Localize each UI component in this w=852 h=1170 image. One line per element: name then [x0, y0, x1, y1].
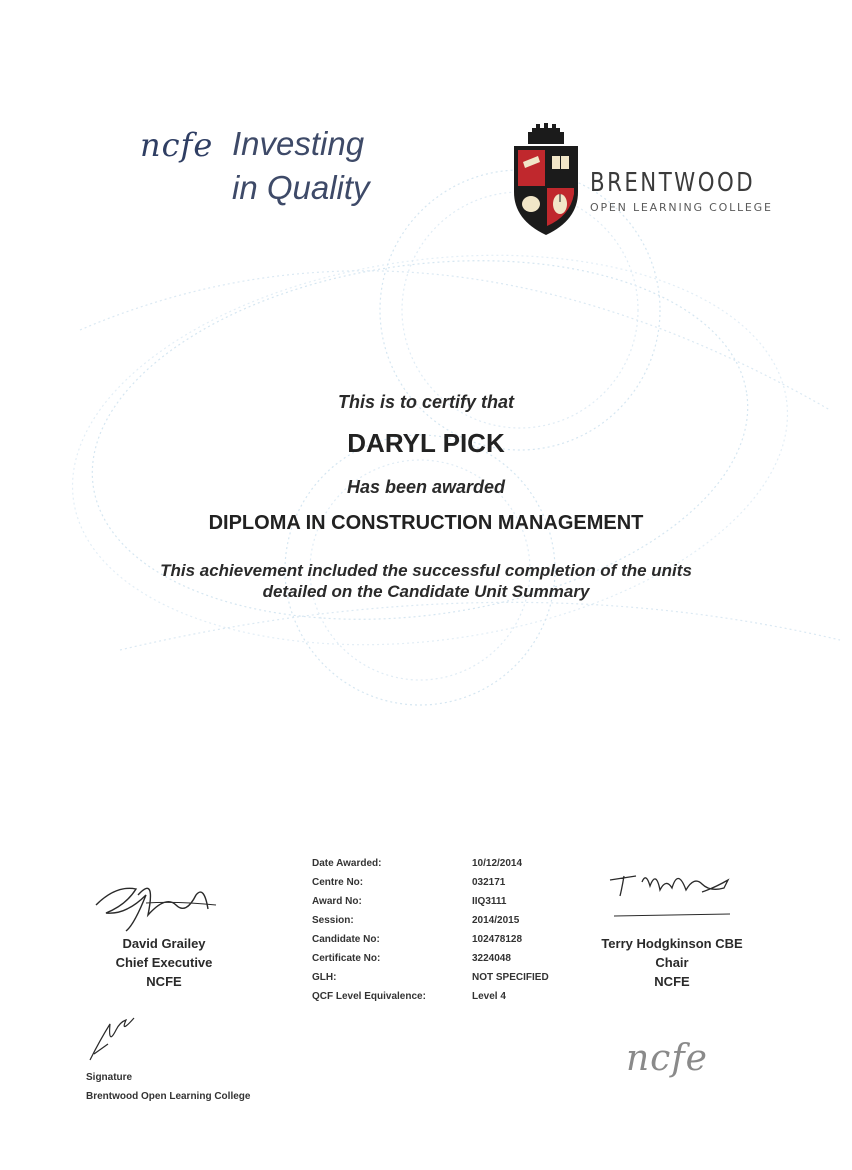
details-row	[312, 858, 572, 877]
left-signatory	[84, 934, 244, 991]
ncfe-tagline	[232, 122, 370, 210]
awarded-text: Has been awarded	[346, 477, 506, 497]
ncfe-tagline-line-1: Investing	[232, 125, 365, 162]
details-label: Date Awarded:	[312, 858, 382, 869]
details-value: 2014/2015	[472, 915, 520, 926]
right-signatory	[592, 934, 752, 991]
left-signatory-org: NCFE	[146, 974, 182, 989]
chief-executive-signature	[86, 865, 226, 935]
details-value: 032171	[472, 877, 506, 888]
ncfe-tagline-line-2: in Quality	[232, 169, 370, 206]
college-signature-label: Signature	[86, 1072, 133, 1083]
right-signatory-name: Terry Hodgkinson CBE	[601, 936, 743, 951]
achievement-line-2: detailed on the Candidate Unit Summary	[262, 582, 590, 601]
award-details	[312, 858, 572, 1010]
details-row	[312, 934, 572, 953]
details-row	[312, 972, 572, 991]
ncfe-mark: ncfe	[140, 126, 214, 164]
brentwood-crest-icon	[510, 122, 582, 237]
chair-signature	[606, 862, 736, 922]
details-row	[312, 953, 572, 972]
details-value: 10/12/2014	[472, 858, 523, 869]
qualification-title: DIPLOMA IN CONSTRUCTION MANAGEMENT	[208, 512, 644, 534]
details-value: IIQ3111	[472, 896, 507, 907]
details-label: Award No:	[312, 896, 362, 907]
details-row	[312, 991, 572, 1010]
ncfe-hologram-logo	[626, 1038, 708, 1079]
certify-intro: This is to certify that	[337, 392, 515, 412]
achievement-line-1: This achievement included the successful completion of the units	[160, 561, 692, 580]
college-signature-caption	[86, 1068, 250, 1106]
details-row	[312, 877, 572, 896]
college-subtitle: OPEN LEARNING COLLEGE	[590, 201, 773, 214]
details-label: Centre No:	[312, 877, 364, 888]
college-name: BRENTWOOD	[590, 168, 756, 198]
details-value: Level 4	[472, 991, 506, 1002]
right-signatory-org: NCFE	[654, 974, 690, 989]
details-label: Session:	[312, 915, 354, 926]
details-label: GLH:	[312, 972, 337, 983]
details-row	[312, 915, 572, 934]
college-signature	[86, 1010, 146, 1064]
details-value: NOT SPECIFIED	[472, 972, 549, 983]
details-label: Certificate No:	[312, 953, 381, 964]
details-value: 102478128	[472, 934, 523, 945]
details-value: 3224048	[472, 953, 511, 964]
left-signatory-title: Chief Executive	[115, 955, 213, 970]
ncfe-hologram-text: ncfe	[626, 1038, 708, 1079]
recipient-name: DARYL PICK	[347, 428, 505, 458]
details-label: Candidate No:	[312, 934, 380, 945]
achievement-statement	[0, 560, 852, 602]
details-row	[312, 896, 572, 915]
right-signatory-title: Chair	[655, 955, 689, 970]
left-signatory-name: David Grailey	[122, 936, 206, 951]
details-label: QCF Level Equivalence:	[312, 991, 426, 1002]
college-signature-org: Brentwood Open Learning College	[86, 1091, 251, 1102]
